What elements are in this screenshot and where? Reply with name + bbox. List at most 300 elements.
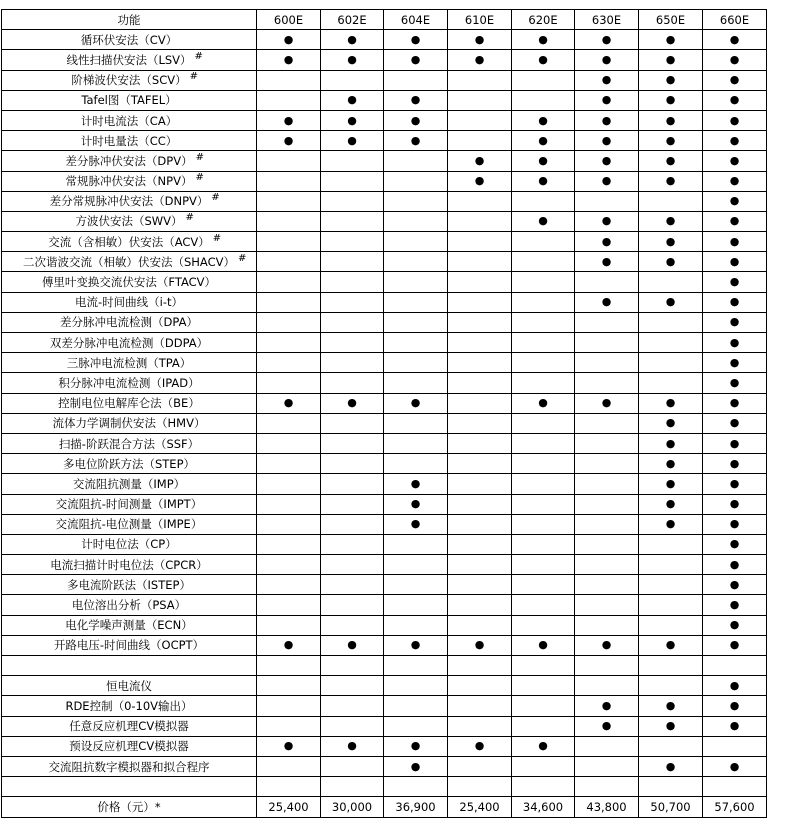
empty-cell: [703, 736, 767, 756]
empty-cell: [257, 514, 321, 534]
technique-name: [2, 514, 257, 534]
empty-cell: [575, 272, 639, 292]
empty-cell: [384, 433, 448, 453]
technique-name: [2, 30, 257, 50]
empty-cell: [575, 736, 639, 756]
spacer-row: [2, 777, 767, 797]
empty-cell: [321, 433, 384, 453]
supported-dot: ●: [321, 736, 384, 756]
technique-name: [2, 353, 257, 373]
model-header: 660E: [703, 10, 767, 30]
price-value: 50,700: [639, 797, 703, 817]
supported-dot: ●: [384, 110, 448, 130]
supported-dot: ●: [639, 151, 703, 171]
model-header: 600E: [257, 10, 321, 30]
supported-dot: ●: [703, 333, 767, 353]
extra-row: [2, 716, 767, 736]
empty-cell: [448, 292, 512, 312]
empty-cell: [512, 777, 575, 797]
supported-dot: ●: [575, 171, 639, 191]
technique-label: 交流阻抗数字模拟器和拟合程序: [48, 759, 210, 774]
technique-row: [2, 131, 767, 151]
technique-name: [2, 575, 257, 595]
empty-cell: [257, 70, 321, 90]
empty-cell: [384, 696, 448, 716]
supported-dot: ●: [448, 736, 512, 756]
hash-mark: #: [195, 172, 204, 184]
supported-dot: ●: [703, 90, 767, 110]
empty-cell: [448, 413, 512, 433]
empty-cell: [321, 151, 384, 171]
supported-dot: ●: [639, 635, 703, 655]
supported-dot: ●: [384, 50, 448, 70]
empty-cell: [512, 656, 575, 676]
supported-dot: ●: [384, 30, 448, 50]
supported-dot: ●: [321, 393, 384, 413]
empty-cell: [448, 696, 512, 716]
supported-dot: ●: [703, 454, 767, 474]
empty-cell: [257, 413, 321, 433]
feature-header: 功能: [2, 10, 257, 30]
supported-dot: ●: [703, 151, 767, 171]
technique-name: [2, 232, 257, 252]
supported-dot: ●: [639, 474, 703, 494]
supported-dot: ●: [575, 211, 639, 231]
technique-name: [2, 151, 257, 171]
empty-cell: [575, 777, 639, 797]
empty-cell: [384, 272, 448, 292]
technique-row: [2, 474, 767, 494]
supported-dot: ●: [703, 353, 767, 373]
empty-cell: [512, 615, 575, 635]
technique-label: 扫描-阶跃混合方法（SSF）: [58, 436, 200, 451]
empty-cell: [257, 211, 321, 231]
model-header: 650E: [639, 10, 703, 30]
supported-dot: ●: [639, 211, 703, 231]
empty-cell: [512, 232, 575, 252]
technique-row: [2, 30, 767, 50]
technique-row: [2, 393, 767, 413]
technique-row: [2, 635, 767, 655]
empty-cell: [257, 151, 321, 171]
supported-dot: ●: [512, 50, 575, 70]
empty-cell: [575, 575, 639, 595]
empty-cell: [512, 676, 575, 696]
supported-dot: ●: [384, 736, 448, 756]
empty-cell: [384, 171, 448, 191]
empty-cell: [321, 252, 384, 272]
technique-row: [2, 90, 767, 110]
supported-dot: ●: [448, 635, 512, 655]
technique-label: 差分常规脉冲伏安法（DNPV） #: [49, 192, 220, 209]
supported-dot: ●: [257, 393, 321, 413]
supported-dot: ●: [448, 30, 512, 50]
empty-cell: [512, 454, 575, 474]
empty-cell: [384, 312, 448, 332]
empty-cell: [321, 756, 384, 776]
empty-cell: [448, 90, 512, 110]
empty-cell: [384, 333, 448, 353]
supported-dot: ●: [321, 90, 384, 110]
supported-dot: ●: [703, 534, 767, 554]
empty-cell: [257, 716, 321, 736]
empty-cell: [257, 171, 321, 191]
supported-dot: ●: [257, 110, 321, 130]
empty-cell: [257, 90, 321, 110]
empty-cell: [512, 292, 575, 312]
technique-label: 电位溶出分析（PSA）: [71, 598, 187, 613]
supported-dot: ●: [512, 211, 575, 231]
empty-cell: [257, 272, 321, 292]
technique-row: [2, 353, 767, 373]
empty-cell: [575, 333, 639, 353]
empty-cell: [448, 474, 512, 494]
technique-label: 开路电压-时间曲线（OCPT）: [53, 638, 205, 653]
empty-cell: [575, 373, 639, 393]
empty-cell: [257, 756, 321, 776]
technique-label: 恒电流仪: [106, 678, 152, 693]
spacer-row: [2, 656, 767, 676]
empty-cell: [639, 272, 703, 292]
empty-cell: [575, 555, 639, 575]
empty-cell: [257, 373, 321, 393]
supported-dot: ●: [321, 131, 384, 151]
supported-dot: ●: [257, 50, 321, 70]
supported-dot: ●: [257, 30, 321, 50]
supported-dot: ●: [575, 131, 639, 151]
empty-cell: [448, 333, 512, 353]
supported-dot: ●: [639, 413, 703, 433]
price-value: 43,800: [575, 797, 639, 817]
empty-cell: [257, 494, 321, 514]
technique-label: 计时电流法（CA）: [80, 113, 178, 128]
technique-label: 计时电位法（CP）: [81, 537, 177, 552]
empty-cell: [321, 534, 384, 554]
supported-dot: ●: [575, 292, 639, 312]
empty-cell: [448, 575, 512, 595]
empty-cell: [575, 191, 639, 211]
supported-dot: ●: [703, 514, 767, 534]
technique-row: [2, 454, 767, 474]
technique-row: [2, 595, 767, 615]
technique-name: [2, 555, 257, 575]
empty-cell: [512, 312, 575, 332]
technique-row: [2, 333, 767, 353]
supported-dot: ●: [703, 70, 767, 90]
empty-cell: [448, 433, 512, 453]
supported-dot: ●: [639, 70, 703, 90]
supported-dot: ●: [575, 70, 639, 90]
technique-label: 双差分脉冲电流检测（DDPA）: [49, 335, 209, 350]
empty-cell: [448, 777, 512, 797]
empty-cell: [448, 252, 512, 272]
technique-row: [2, 575, 767, 595]
model-header: 610E: [448, 10, 512, 30]
supported-dot: ●: [384, 474, 448, 494]
technique-label: 控制电位电解库仑法（BE）: [58, 396, 200, 411]
technique-name: [2, 736, 257, 756]
supported-dot: ●: [703, 312, 767, 332]
empty-cell: [321, 575, 384, 595]
empty-cell: [512, 413, 575, 433]
empty-cell: [321, 211, 384, 231]
technique-row: [2, 191, 767, 211]
empty-cell: [512, 494, 575, 514]
supported-dot: ●: [448, 151, 512, 171]
empty-cell: [703, 777, 767, 797]
technique-label: 差分脉冲电流检测（DPA）: [60, 315, 198, 330]
empty-cell: [448, 393, 512, 413]
technique-name: [2, 252, 257, 272]
empty-cell: [512, 514, 575, 534]
supported-dot: ●: [703, 252, 767, 272]
technique-label: 傅里叶变换交流伏安法（FTACV）: [41, 275, 217, 290]
empty-cell: [575, 454, 639, 474]
model-header: 602E: [321, 10, 384, 30]
supported-dot: ●: [512, 151, 575, 171]
empty-cell: [384, 292, 448, 312]
supported-dot: ●: [384, 494, 448, 514]
empty-cell: [512, 272, 575, 292]
empty-cell: [321, 413, 384, 433]
empty-cell: [321, 555, 384, 575]
empty-cell: [448, 555, 512, 575]
supported-dot: ●: [575, 110, 639, 130]
empty-cell: [639, 333, 703, 353]
supported-dot: ●: [257, 635, 321, 655]
empty-cell: [575, 656, 639, 676]
empty-cell: [321, 696, 384, 716]
technique-label: 积分脉冲电流检测（IPAD）: [58, 375, 200, 390]
technique-label: 循环伏安法（CV）: [80, 32, 178, 47]
technique-name: [2, 171, 257, 191]
empty-cell: [448, 191, 512, 211]
empty-cell: [384, 777, 448, 797]
technique-label: RDE控制（0-10V输出）: [65, 698, 193, 713]
technique-name: [2, 676, 257, 696]
price-value: 30,000: [321, 797, 384, 817]
supported-dot: ●: [639, 252, 703, 272]
empty-cell: [448, 514, 512, 534]
empty-cell: [321, 232, 384, 252]
empty-cell: [257, 595, 321, 615]
empty-cell: [512, 575, 575, 595]
feature-comparison-table: [1, 9, 767, 818]
supported-dot: ●: [321, 30, 384, 50]
empty-cell: [575, 534, 639, 554]
supported-dot: ●: [639, 30, 703, 50]
empty-cell: [2, 656, 257, 676]
technique-row: [2, 615, 767, 635]
empty-cell: [512, 353, 575, 373]
empty-cell: [384, 595, 448, 615]
price-value: 25,400: [257, 797, 321, 817]
empty-cell: [448, 595, 512, 615]
empty-cell: [384, 232, 448, 252]
technique-label: 二次谐波交流（相敏）伏安法（SHACV） #: [22, 252, 247, 269]
empty-cell: [321, 615, 384, 635]
supported-dot: ●: [703, 211, 767, 231]
empty-cell: [639, 191, 703, 211]
empty-cell: [575, 494, 639, 514]
technique-name: [2, 50, 257, 70]
hash-mark: #: [211, 192, 220, 204]
supported-dot: ●: [639, 454, 703, 474]
empty-cell: [384, 454, 448, 474]
empty-cell: [448, 110, 512, 130]
empty-cell: [512, 191, 575, 211]
extra-row: [2, 696, 767, 716]
empty-cell: [257, 292, 321, 312]
empty-cell: [321, 312, 384, 332]
empty-cell: [575, 474, 639, 494]
empty-cell: [639, 312, 703, 332]
empty-cell: [321, 494, 384, 514]
supported-dot: ●: [384, 635, 448, 655]
supported-dot: ●: [639, 131, 703, 151]
empty-cell: [639, 555, 703, 575]
technique-name: [2, 312, 257, 332]
empty-cell: [448, 676, 512, 696]
technique-name: [2, 131, 257, 151]
supported-dot: ●: [703, 131, 767, 151]
supported-dot: ●: [639, 90, 703, 110]
technique-name: [2, 292, 257, 312]
supported-dot: ●: [575, 696, 639, 716]
empty-cell: [321, 474, 384, 494]
supported-dot: ●: [639, 171, 703, 191]
supported-dot: ●: [512, 635, 575, 655]
empty-cell: [384, 615, 448, 635]
supported-dot: ●: [639, 494, 703, 514]
empty-cell: [448, 494, 512, 514]
empty-cell: [257, 615, 321, 635]
supported-dot: ●: [703, 575, 767, 595]
hash-mark: #: [185, 212, 194, 224]
extra-row: [2, 756, 767, 776]
empty-cell: [448, 756, 512, 776]
empty-cell: [448, 373, 512, 393]
empty-cell: [384, 151, 448, 171]
supported-dot: ●: [639, 50, 703, 70]
empty-cell: [512, 90, 575, 110]
empty-cell: [384, 211, 448, 231]
supported-dot: ●: [703, 595, 767, 615]
empty-cell: [575, 514, 639, 534]
supported-dot: ●: [639, 514, 703, 534]
supported-dot: ●: [703, 555, 767, 575]
empty-cell: [257, 575, 321, 595]
technique-row: [2, 555, 767, 575]
supported-dot: ●: [703, 191, 767, 211]
empty-cell: [257, 232, 321, 252]
technique-label: 电流扫描计时电位法（CPCR）: [50, 557, 208, 572]
technique-label: 多电位阶跃方法（STEP）: [62, 456, 196, 471]
supported-dot: ●: [703, 171, 767, 191]
empty-cell: [512, 716, 575, 736]
empty-cell: [448, 716, 512, 736]
empty-cell: [321, 191, 384, 211]
supported-dot: ●: [639, 110, 703, 130]
supported-dot: ●: [384, 514, 448, 534]
empty-cell: [512, 534, 575, 554]
supported-dot: ●: [575, 232, 639, 252]
supported-dot: ●: [384, 131, 448, 151]
empty-cell: [575, 312, 639, 332]
supported-dot: ●: [639, 696, 703, 716]
model-header: 620E: [512, 10, 575, 30]
supported-dot: ●: [703, 696, 767, 716]
supported-dot: ●: [639, 232, 703, 252]
technique-name: [2, 413, 257, 433]
empty-cell: [321, 70, 384, 90]
technique-name: [2, 110, 257, 130]
supported-dot: ●: [639, 433, 703, 453]
empty-cell: [575, 353, 639, 373]
supported-dot: ●: [703, 110, 767, 130]
empty-cell: [257, 333, 321, 353]
technique-row: [2, 272, 767, 292]
supported-dot: ●: [703, 716, 767, 736]
empty-cell: [384, 676, 448, 696]
empty-cell: [639, 736, 703, 756]
supported-dot: ●: [512, 171, 575, 191]
supported-dot: ●: [703, 433, 767, 453]
price-row: [2, 797, 767, 817]
empty-cell: [639, 615, 703, 635]
hash-mark: #: [195, 151, 204, 163]
empty-cell: [448, 534, 512, 554]
technique-name: [2, 696, 257, 716]
empty-cell: [257, 555, 321, 575]
technique-name: [2, 393, 257, 413]
technique-row: [2, 232, 767, 252]
supported-dot: ●: [703, 30, 767, 50]
empty-cell: [575, 615, 639, 635]
supported-dot: ●: [512, 393, 575, 413]
model-header: 630E: [575, 10, 639, 30]
technique-name: [2, 534, 257, 554]
empty-cell: [575, 756, 639, 776]
empty-cell: [512, 70, 575, 90]
technique-label: 交流阻抗-电位测量（IMPE）: [55, 517, 203, 532]
empty-cell: [257, 252, 321, 272]
technique-name: [2, 90, 257, 110]
empty-cell: [321, 595, 384, 615]
technique-name: [2, 454, 257, 474]
supported-dot: ●: [575, 252, 639, 272]
empty-cell: [448, 454, 512, 474]
supported-dot: ●: [703, 50, 767, 70]
empty-cell: [448, 211, 512, 231]
supported-dot: ●: [575, 151, 639, 171]
supported-dot: ●: [575, 635, 639, 655]
empty-cell: [512, 474, 575, 494]
supported-dot: ●: [703, 393, 767, 413]
supported-dot: ●: [575, 50, 639, 70]
technique-label: 线性扫描伏安法（LSV） #: [66, 50, 203, 67]
hash-mark: #: [238, 252, 247, 264]
empty-cell: [512, 756, 575, 776]
empty-cell: [512, 333, 575, 353]
empty-cell: [448, 272, 512, 292]
supported-dot: ●: [703, 272, 767, 292]
technique-name: [2, 433, 257, 453]
supported-dot: ●: [639, 292, 703, 312]
empty-cell: [448, 131, 512, 151]
empty-cell: [448, 353, 512, 373]
empty-cell: [321, 676, 384, 696]
